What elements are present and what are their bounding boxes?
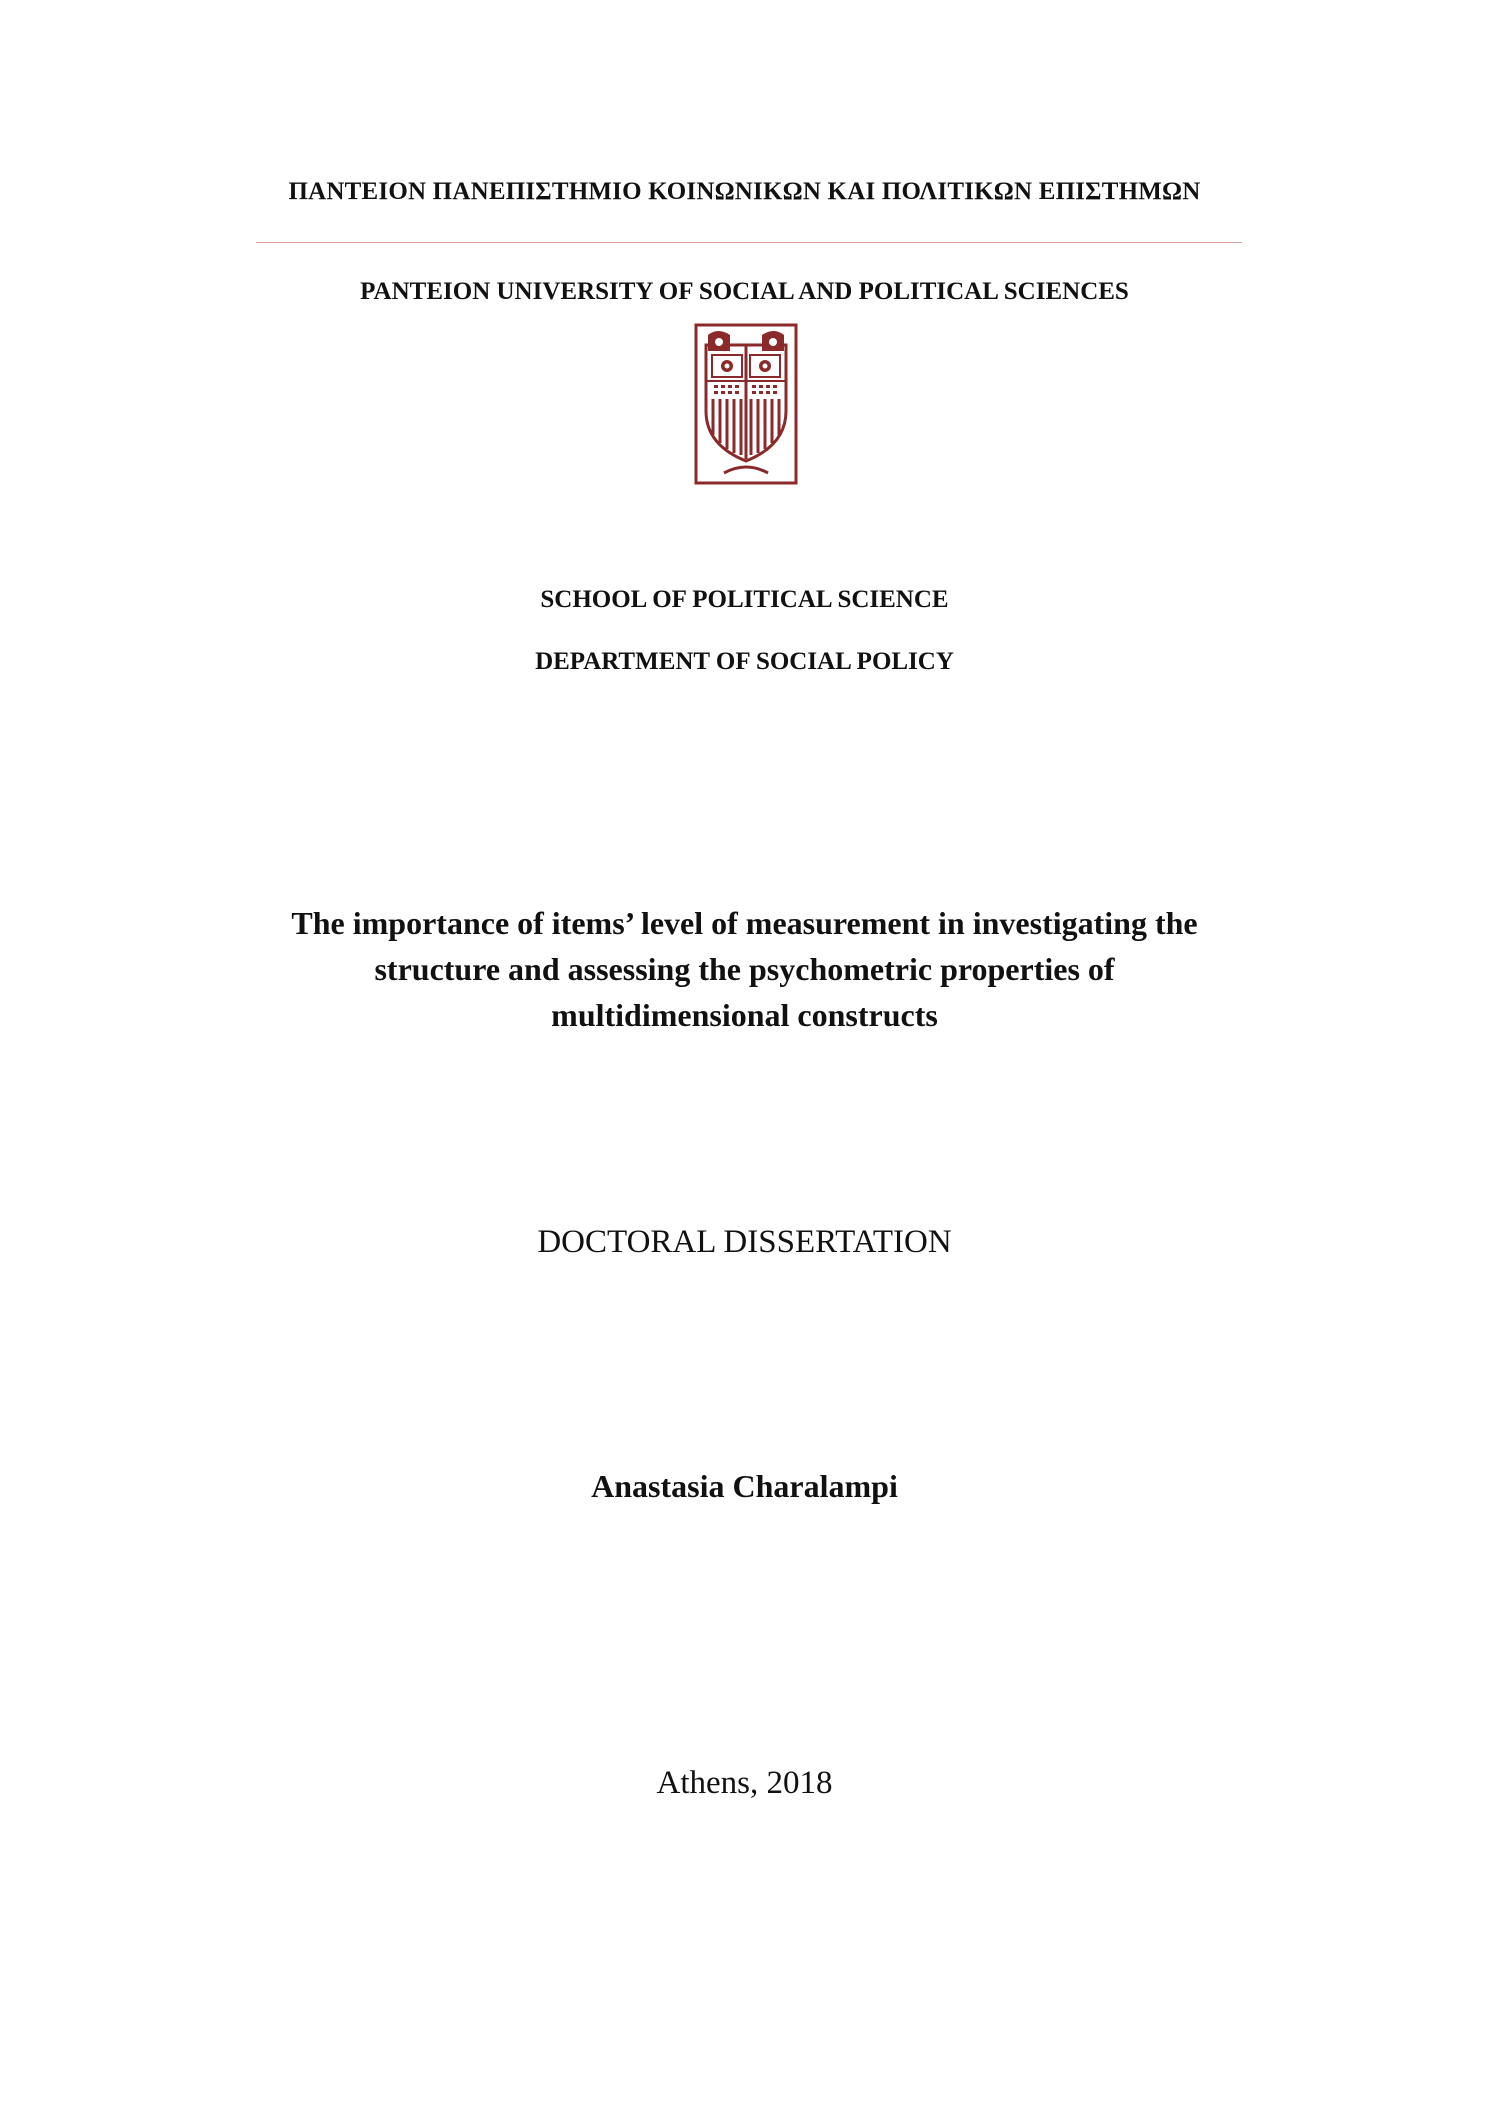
dissertation-title [200, 900, 1289, 1038]
university-name-english: PANTEION UNIVERSITY OF SOCIAL AND POLITICAL SCIENCES [360, 278, 1129, 305]
header-divider [256, 242, 1242, 243]
author-name: Anastasia Charalampi [591, 1468, 898, 1504]
title-line: The importance of items’ level of measurement in investigating the [291, 905, 1198, 941]
place-and-date: Athens, 2018 [656, 1765, 833, 1801]
school-name: SCHOOL OF POLITICAL SCIENCE [540, 586, 949, 613]
university-crest-icon [694, 323, 798, 485]
document-type: DOCTORAL DISSERTATION [537, 1224, 952, 1260]
department-name: DEPARTMENT OF SOCIAL POLICY [535, 648, 954, 675]
title-line: multidimensional constructs [551, 997, 938, 1033]
title-line: structure and assessing the psychometric properties of [374, 951, 1115, 987]
university-name-greek: ΠΑΝΤΕΙΟΝ ΠΑΝΕΠΙΣΤΗΜΙΟ ΚΟΙΝΩΝΙΚΩΝ ΚΑΙ ΠΟΛΙΤΙΚΩΝ ΕΠΙΣΤΗΜΩΝ [288, 178, 1201, 205]
